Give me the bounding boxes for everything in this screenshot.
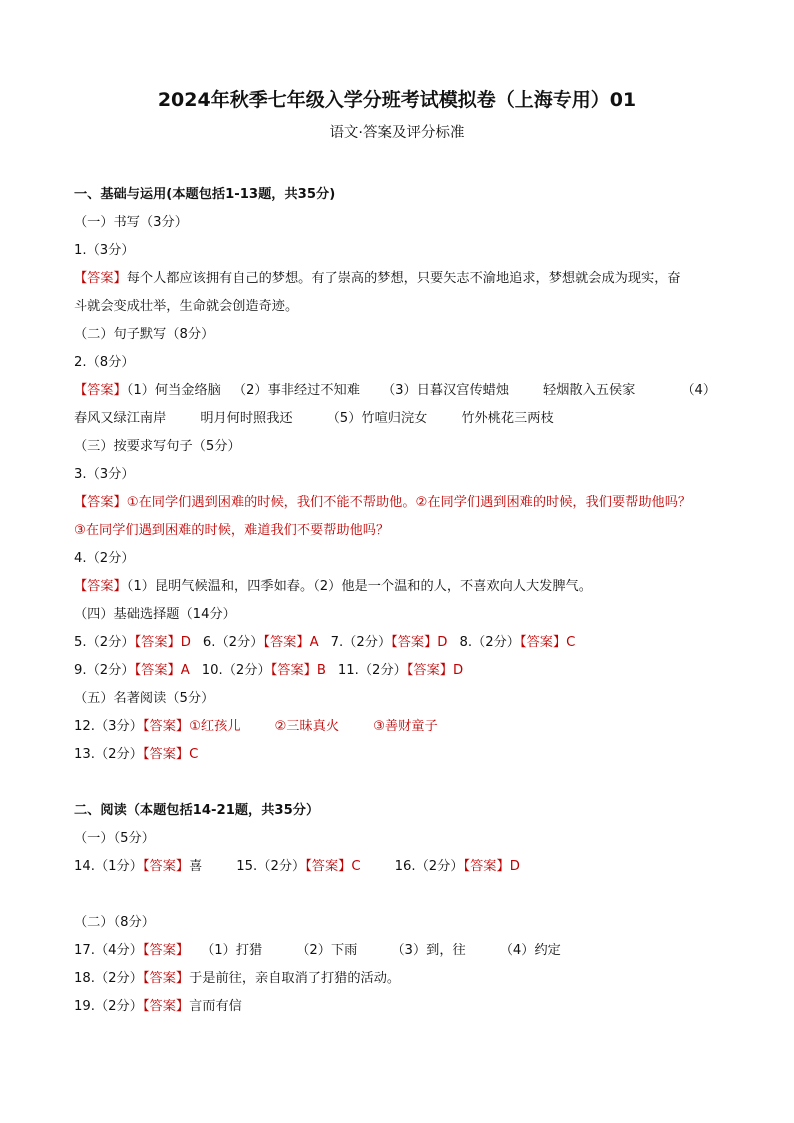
q1-answer-line2: 斗就会变成壮举，生命就会创造奇迹。 [74, 299, 299, 314]
q7-answer: D [437, 635, 448, 650]
q16-answer: D [509, 859, 520, 874]
q2-f: 春风又绿江南岸 [74, 411, 167, 426]
q2-number: 2.（8分） [74, 355, 135, 370]
q7-number: 7.（2分） [330, 635, 392, 650]
q4-text: （1）昆明气候温和，四季如春。（2）他是一个温和的人，不喜欢向人大发脾气。 [126, 579, 592, 594]
answer-tag: 【答案】 [406, 663, 453, 678]
q8-number: 8.（2分） [459, 635, 520, 650]
q2-answer-line1 [74, 377, 724, 405]
q17-c: （3）到，往 [391, 943, 466, 958]
answer-tag: 【答案】 [142, 719, 190, 734]
q12-answer [74, 713, 724, 741]
answer-tag: 【答案】 [134, 663, 181, 678]
q3-number: 3.（3分） [74, 467, 135, 482]
q9-number: 9.（2分） [74, 663, 135, 678]
q13-answer-value: C [189, 747, 199, 762]
answer-tag: 【答案】 [142, 999, 190, 1014]
q11-answer: D [452, 663, 464, 678]
q2-i: 竹外桃花三两枝 [461, 411, 554, 426]
q18-number: 18.（2分） [74, 971, 143, 986]
q2-a: （1）何当金络脑 [126, 383, 221, 398]
q5-number: 5.（2分） [74, 635, 135, 650]
answer-tag: 【答案】 [74, 579, 127, 594]
part-1-heading: （一）书写（3分） [74, 215, 188, 230]
q18-text: 于是前往，亲自取消了打猎的活动。 [189, 971, 401, 986]
q10-answer: B [316, 663, 326, 678]
q12-b: ②三昧真火 [274, 719, 340, 734]
q4-number: 4.（2分） [74, 551, 135, 566]
document-subtitle: 语文·答案及评分标准 [329, 125, 465, 141]
part-2-heading: （二）句子默写（8分） [74, 327, 215, 342]
q8-answer: C [566, 635, 576, 650]
q12-a: ①红孩儿 [189, 719, 241, 734]
q13-number: 13.（2分） [74, 747, 143, 762]
answer-tag: 【答案】 [74, 495, 127, 510]
q12-c: ③善财童子 [373, 719, 438, 734]
answer-tag: 【答案】 [305, 859, 352, 874]
q15-answer: C [351, 859, 361, 874]
q15-number: 15.（2分） [236, 859, 306, 874]
q14-number: 14.（1分） [74, 859, 143, 874]
q14-answer: 喜 [189, 859, 203, 874]
answer-tag: 【答案】 [463, 859, 510, 874]
q4-answer [74, 573, 724, 601]
answer-tag: 【答案】 [142, 747, 190, 762]
q2-h: （5）竹喧归浣女 [326, 411, 428, 426]
q3-text-1: ①在同学们遇到困难的时候，我们不能不帮助他。②在同学们遇到困难的时候，我们要帮助他吗？ [126, 495, 692, 510]
q2-c: （3）日暮汉宫传蜡烛 [381, 383, 510, 398]
answer-tag: 【答案】 [74, 383, 127, 398]
q9-answer: A [180, 663, 190, 678]
document-title: 2024年秋季七年级入学分班考试模拟卷（上海专用）01 [157, 89, 637, 111]
answer-tag: 【答案】 [520, 635, 567, 650]
q12-number: 12.（3分） [74, 719, 143, 734]
q2-b: （2）事非经过不知难 [232, 383, 360, 398]
q19-answer [74, 993, 724, 1021]
q1-text-1: 每个人都应该拥有自己的梦想。有了崇高的梦想，只要矢志不渝地追求，梦想就会成为现实，奋 [126, 271, 681, 286]
q9-11-answers [74, 657, 724, 685]
q16-number: 16.（2分） [394, 859, 464, 874]
q17-number: 17.（4分） [74, 943, 143, 958]
q6-number: 6.（2分） [202, 635, 264, 650]
section-2-heading: 二、阅读（本题包括14-21题，共35分） [74, 803, 320, 818]
part-3-heading: （三）按要求写句子（5分） [74, 439, 241, 454]
q19-text: 言而有信 [189, 999, 242, 1014]
section-1-heading: 一、基础与运用(本题包括1-13题，共35分) [74, 187, 336, 202]
q2-g: 明月何时照我还 [200, 411, 293, 426]
answer-tag: 【答案】 [142, 859, 190, 874]
q5-8-answers [74, 629, 724, 657]
answer-tag: 【答案】 [142, 943, 190, 958]
q2-answer-line2 [74, 405, 724, 433]
q17-a: （1）打猎 [201, 943, 263, 958]
answer-tag: 【答案】 [74, 271, 127, 286]
answer-tag: 【答案】 [263, 635, 310, 650]
q11-number: 11.（2分） [337, 663, 407, 678]
s2-part-2-heading: （二）（8分） [74, 915, 155, 930]
part-4-heading: （四）基础选择题（14分） [74, 607, 236, 622]
s2-part-1-heading: （一）（5分） [74, 831, 155, 846]
q3-answer-line1 [74, 489, 724, 517]
q17-d: （4）约定 [499, 943, 561, 958]
answer-tag: 【答案】 [391, 635, 438, 650]
answer-tag: 【答案】 [142, 971, 190, 986]
q10-number: 10.（2分） [201, 663, 271, 678]
part-5-heading: （五）名著阅读（5分） [74, 691, 215, 706]
q1-answer-line1 [74, 265, 724, 293]
q6-answer: A [309, 635, 319, 650]
q19-number: 19.（2分） [74, 999, 143, 1014]
answer-tag: 【答案】 [270, 663, 317, 678]
q5-answer: D [180, 635, 191, 650]
q2-d: 轻烟散入五侯家 [543, 383, 636, 398]
q2-e: （4） [681, 383, 717, 398]
q3-answer-line2: ③在同学们遇到困难的时候，难道我们不要帮助他吗？ [74, 523, 390, 538]
q13-answer [74, 741, 724, 769]
q17-answer [74, 937, 724, 965]
q17-b: （2）下雨 [296, 943, 358, 958]
answer-body [74, 181, 724, 1021]
q18-answer [74, 965, 724, 993]
q14-16-answers [74, 853, 724, 881]
q1-number: 1.（3分） [74, 243, 135, 258]
answer-tag: 【答案】 [134, 635, 181, 650]
